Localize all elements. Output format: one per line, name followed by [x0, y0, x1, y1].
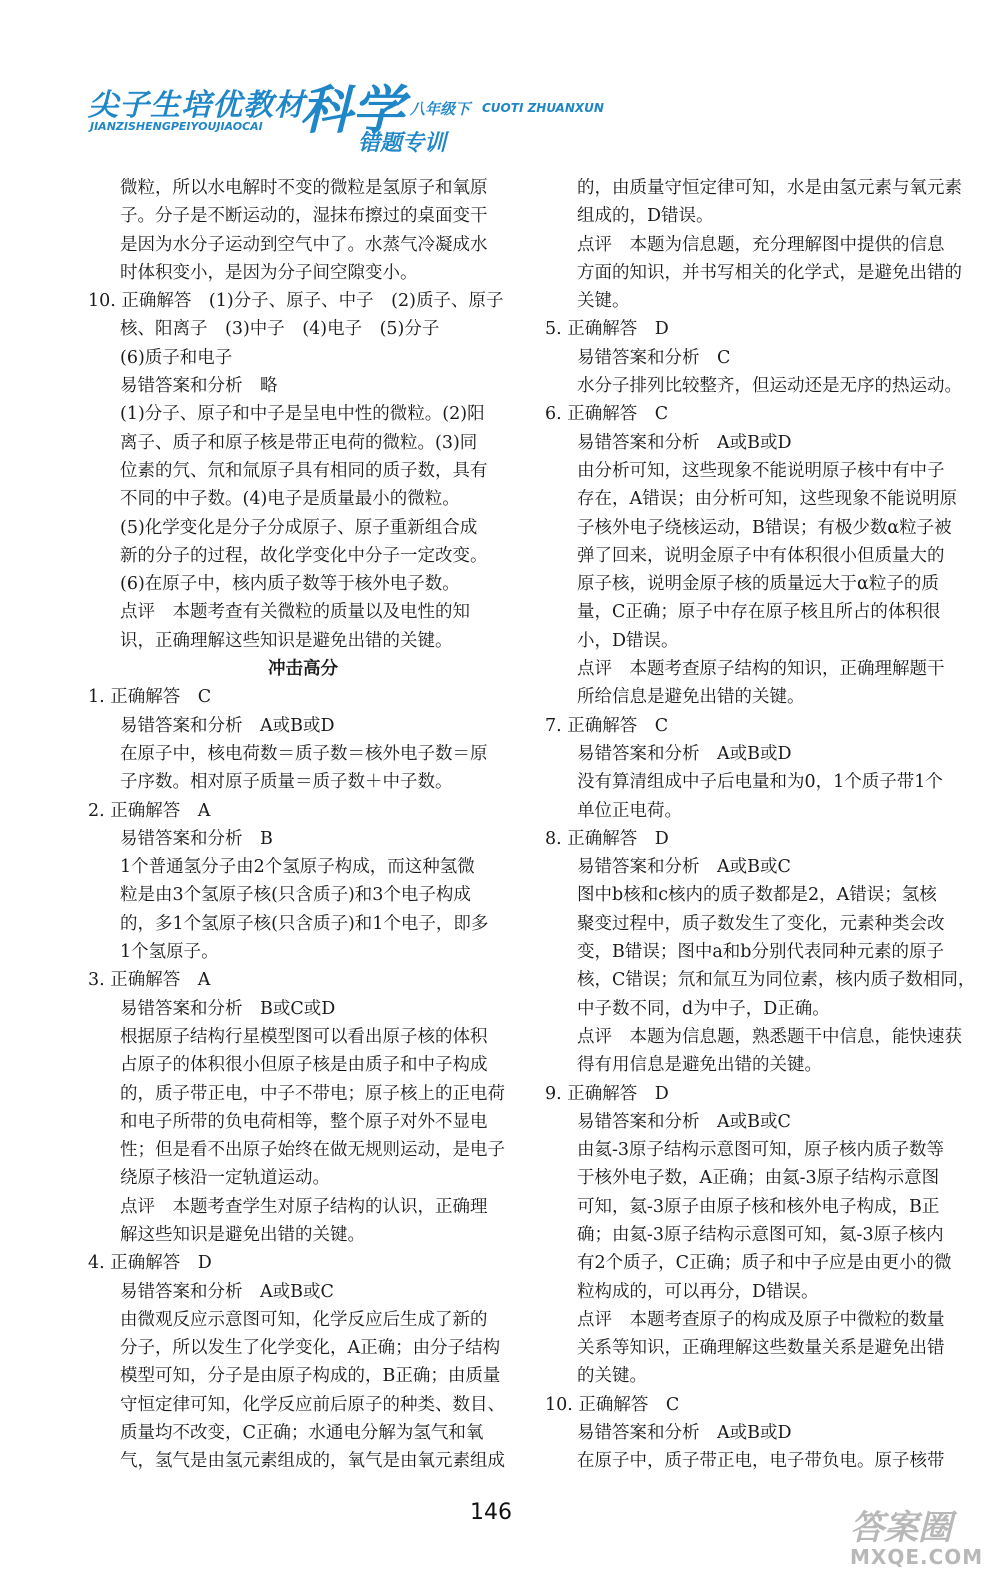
error-analysis-line: 易错答案和分析 B或C或D — [120, 998, 336, 1019]
error-analysis-line: 易错答案和分析 A或B或D — [577, 1423, 792, 1444]
text-line: 聚变过程中，质子数发生了变化，元素种类会改 — [577, 913, 945, 934]
answer-line: 8. 正确解答 D — [545, 828, 669, 849]
text-line: 子核外电子绕核运动，B错误；有极少数α粒子被 — [577, 517, 952, 538]
text-line: 位素的氕、氘和氚原子具有相同的质子数，具有 — [120, 460, 488, 481]
error-analysis-line: 易错答案和分析 C — [577, 347, 731, 368]
comment-line: 点评 本题考查原子的构成及原子中微粒的数量 — [577, 1309, 945, 1330]
text-line: 识，正确理解这些知识是避免出错的关键。 — [120, 630, 453, 651]
text-line: 图中b核和c核内的质子数都是2，A错误；氢核 — [577, 885, 937, 906]
text-line: 水分子排列比较整齐，但运动还是无序的热运动。 — [577, 376, 962, 397]
text-line: 变，B错误；图中a和b分别代表同种元素的原子 — [577, 942, 944, 963]
error-analysis-line: 易错答案和分析 A或B或D — [120, 715, 335, 736]
subject-logo: 科学 — [300, 81, 405, 141]
comment-line: 点评 本题考查原子结构的知识，正确理解题干 — [577, 659, 945, 680]
text-line: 量，C正确；原子中存在原子核且所占的体积很 — [577, 602, 941, 623]
series-label: 错题专训 — [358, 131, 447, 156]
text-line: 关键。 — [577, 291, 630, 312]
answer-line: 7. 正确解答 C — [545, 715, 669, 736]
text-line: 存在，A错误；由分析可知，这些现象不能说明原 — [577, 489, 958, 510]
text-line: 模型可知，分子是由原子构成的，B正确；由质量 — [120, 1366, 501, 1387]
text-line: 的关键。 — [577, 1366, 647, 1387]
text-line: 分子，所以发生了化学变化，A正确；由分子结构 — [120, 1338, 501, 1359]
text-line: 由氦-3原子结构示意图可知，原子核内质子数等 — [577, 1140, 945, 1161]
text-line: 可知，氦-3原子由原子核和核外电子构成，B正 — [577, 1196, 940, 1217]
comment-line: 点评 本题为信息题，充分理解图中提供的信息 — [577, 234, 945, 255]
text-line: 核，C错误；氘和氚互为同位素，核内质子数相同， — [577, 970, 976, 991]
text-line: 的，多1个氢原子核(只含质子)和1个电子，即多 — [120, 913, 489, 934]
answer-line: 5. 正确解答 D — [545, 319, 669, 340]
right-column — [545, 174, 976, 1476]
comment-line: 点评 本题考查学生对原子结构的认识，正确理 — [120, 1196, 488, 1217]
text-line: (5)化学变化是分子分成原子、原子重新组合成 — [120, 517, 478, 538]
text-line: 所给信息是避免出错的关键。 — [577, 687, 805, 708]
text-line: 1个氢原子。 — [120, 942, 219, 963]
text-line: (1)分子、原子和中子是呈电中性的微粒。(2)阳 — [120, 404, 485, 425]
text-line: 性；但是看不出原子始终在做无规则运动，是电子 — [120, 1140, 505, 1161]
book-title: 尖子生培优教材 — [88, 88, 305, 123]
text-line: 解这些知识是避免出错的关键。 — [120, 1224, 365, 1245]
text-line: 在原子中，核电荷数＝质子数＝核外电子数＝原 — [120, 743, 488, 764]
series-english: CUOTI ZHUANXUN — [482, 101, 604, 115]
text-line: 在原子中，质子带正电，电子带负电。原子核带 — [577, 1451, 945, 1472]
answer-line: 10. 正确解答 C — [545, 1394, 680, 1415]
text-line: 根据原子结构行星模型图可以看出原子核的体积 — [120, 1026, 488, 1047]
section-heading: 冲击高分 — [268, 659, 338, 680]
answer-line: 4. 正确解答 D — [88, 1253, 212, 1274]
watermark-text: 答案圈 — [850, 1508, 952, 1548]
text-line: 关系等知识，正确理解这些数量关系是避免出错 — [577, 1338, 945, 1359]
text-line: 由分析可知，这些现象不能说明原子核中有中子 — [577, 460, 945, 481]
text-line: 质量均不改变，C正确；水通电分解为氢气和氧 — [120, 1423, 484, 1444]
page-number: 146 — [470, 1500, 512, 1525]
text-line: 有2个质子，C正确；质子和中子应是由更小的微 — [577, 1253, 952, 1274]
text-line: 新的分子的过程，故化学变化中分子一定改变。 — [120, 545, 488, 566]
text-line: 单位正电荷。 — [577, 800, 682, 821]
text-line: 方面的知识，并书写相关的化学式，是避免出错的 — [577, 262, 962, 283]
error-analysis-line: 易错答案和分析 A或B或C — [577, 1111, 791, 1132]
text-line: 不同的中子数。(4)电子是质量最小的微粒。 — [120, 489, 460, 510]
text-line: 没有算清组成中子后电量和为0，1个质子带1个 — [577, 772, 943, 793]
text-line: (6)质子和电子 — [120, 347, 233, 368]
comment-line: 点评 本题考查有关微粒的质量以及电性的知 — [120, 602, 470, 623]
error-analysis-line: 易错答案和分析 A或B或C — [120, 1281, 334, 1302]
text-line: 子。分子是不断运动的，湿抹布擦过的桌面变干 — [120, 206, 488, 227]
watermark-logo — [850, 1500, 983, 1569]
text-line: 弹了回来，说明金原子中有体积很小但质量大的 — [577, 545, 945, 566]
watermark-domain: MXQE.COM — [850, 1545, 984, 1569]
text-line: 确；由氦-3原子结构示意图可知，氦-3原子核内 — [577, 1224, 944, 1245]
text-line: 气，氢气是由氢元素组成的，氧气是由氧元素组成 — [120, 1451, 505, 1472]
book-title-pinyin: JIANZISHENGPEIYOUJIAOCAI — [90, 120, 263, 133]
text-line: 占原子的体积很小但原子核是由质子和中子构成 — [120, 1055, 488, 1076]
text-line: 的，由质量守恒定律可知，水是由氢元素与氧元素 — [577, 178, 962, 198]
text-line: 中子数不同，d为中子，D正确。 — [577, 998, 830, 1019]
comment-line: 点评 本题为信息题，熟悉题干中信息，能快速获 — [577, 1026, 962, 1047]
text-line: 时体积变小，是因为分子间空隙变小。 — [120, 262, 418, 283]
error-analysis-line: 易错答案和分析 A或B或C — [577, 857, 791, 878]
text-line: 和电子所带的负电荷相等，整个原子对外不显电 — [120, 1111, 488, 1132]
answer-line: 2. 正确解答 A — [88, 800, 211, 821]
text-line: 小，D错误。 — [577, 630, 679, 651]
text-line: 于核外电子数，A正确；由氦-3原子结构示意图 — [577, 1168, 940, 1189]
text-line: 1个普通氢分子由2个氢原子构成，而这种氢微 — [120, 857, 475, 878]
error-analysis-line: 易错答案和分析 A或B或D — [577, 432, 792, 453]
text-line: 微粒，所以水电解时不变的微粒是氢原子和氧原 — [120, 178, 488, 198]
text-line: (6)在原子中，核内质子数等于核外电子数。 — [120, 574, 460, 595]
answer-line: 9. 正确解答 D — [545, 1083, 669, 1104]
answer-line: 3. 正确解答 A — [88, 970, 211, 991]
text-line: 粒是由3个氢原子核(只含质子)和3个电子构成 — [120, 885, 471, 906]
error-analysis-line: 易错答案和分析 B — [120, 828, 273, 849]
text-line: 绕原子核沿一定轨道运动。 — [120, 1168, 330, 1189]
text-line: 子序数。相对原子质量＝质子数＋中子数。 — [120, 772, 453, 793]
text-line: 由微观反应示意图可知，化学反应后生成了新的 — [120, 1309, 488, 1330]
text-line: 核、阳离子 (3)中子 (4)电子 (5)分子 — [120, 319, 440, 340]
text-line: 得有用信息是避免出错的关键。 — [577, 1055, 822, 1076]
error-analysis-line: 易错答案和分析 略 — [120, 376, 278, 397]
text-line: 原子核，说明金原子核的质量远大于α粒子的质 — [577, 574, 939, 595]
text-line: 是因为水分子运动到空气中了。水蒸气冷凝成水 — [120, 234, 488, 255]
answer-line: 1. 正确解答 C — [88, 687, 212, 708]
text-line: 粒构成的，可以再分，D错误。 — [577, 1281, 819, 1302]
left-column — [88, 174, 518, 1476]
book-header — [88, 68, 608, 158]
answer-line: 6. 正确解答 C — [545, 404, 669, 425]
text-line: 组成的，D错误。 — [577, 206, 714, 227]
grade-label: 八年级下 — [410, 100, 471, 118]
text-line: 守恒定律可知，化学反应前后原子的种类、数目、 — [120, 1394, 505, 1415]
error-analysis-line: 易错答案和分析 A或B或D — [577, 743, 792, 764]
answer-line: 10. 正确解答 (1)分子、原子、中子 (2)质子、原子 — [88, 291, 504, 312]
text-line: 离子、质子和原子核是带正电荷的微粒。(3)同 — [120, 432, 478, 453]
text-line: 的，质子带正电，中子不带电；原子核上的正电荷 — [120, 1083, 505, 1104]
